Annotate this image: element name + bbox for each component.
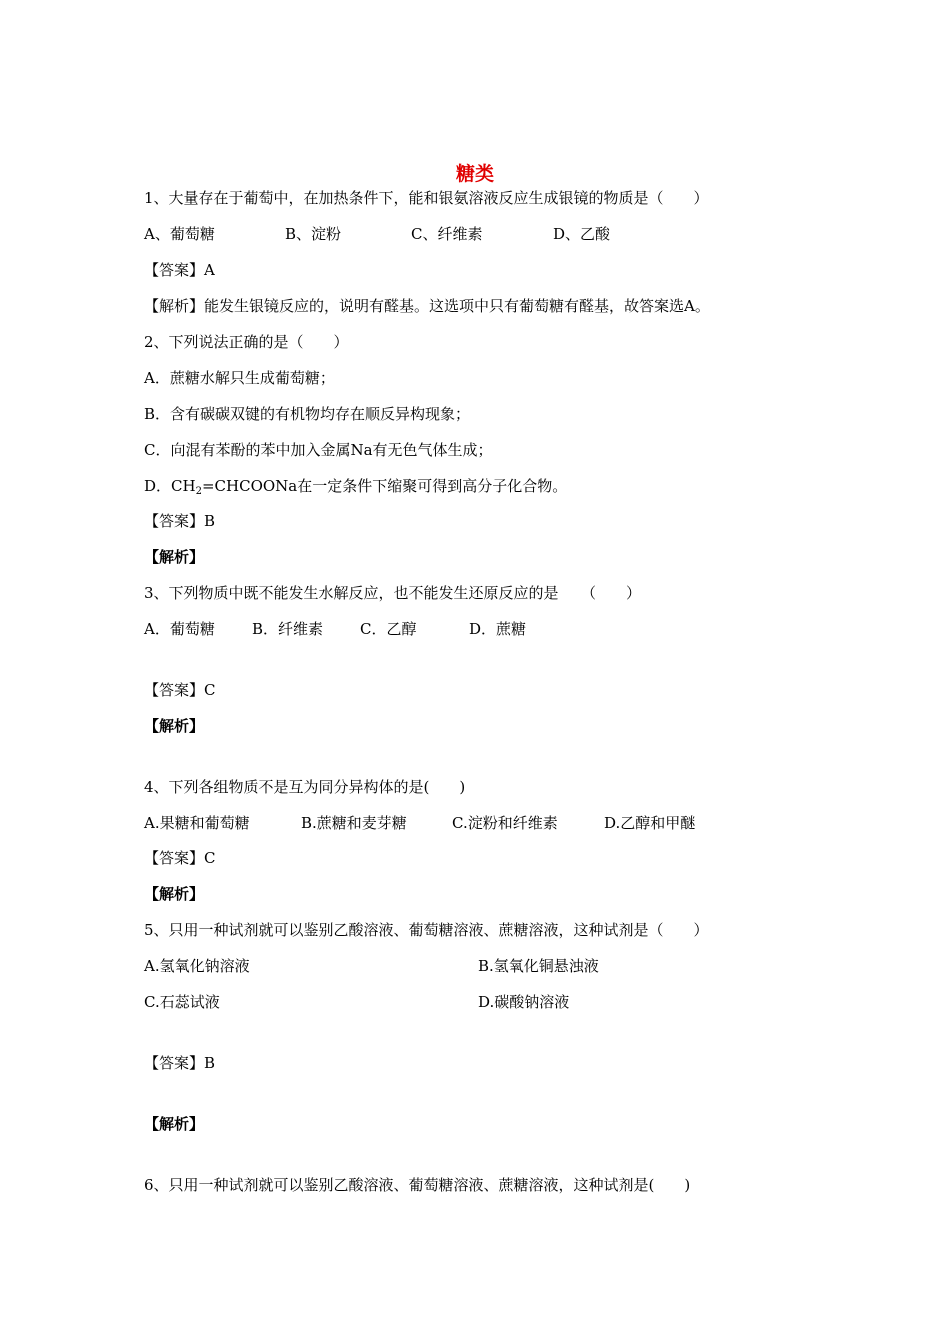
option-a: A.果糖和葡萄糖 bbox=[144, 814, 250, 832]
analysis: 【解析】 bbox=[144, 548, 205, 566]
question-stem: 5、只用一种试剂就可以鉴别乙酸溶液、葡萄糖溶液、蔗糖溶液，这种试剂是（ ） bbox=[144, 921, 709, 939]
option-b: B.氢氧化铜悬浊液 bbox=[478, 957, 599, 975]
question-stem: 1、大量存在于葡萄中，在加热条件下，能和银氨溶液反应生成银镜的物质是（ ） bbox=[144, 189, 709, 207]
option-c: C．向混有苯酚的苯中加入金属Na有无色气体生成； bbox=[144, 441, 493, 459]
page-title: 糖类 bbox=[455, 163, 494, 185]
option-b: B.蔗糖和麦芽糖 bbox=[301, 814, 407, 832]
option-a: A.氢氧化钠溶液 bbox=[144, 957, 250, 975]
option-d: D、乙酸 bbox=[553, 225, 611, 243]
option-c: C.石蕊试液 bbox=[144, 993, 220, 1011]
question-stem: 3、下列物质中既不能发生水解反应，也不能发生还原反应的是 （ ） bbox=[144, 584, 642, 602]
question-stem: 2、下列说法正确的是（ ） bbox=[144, 333, 349, 351]
option-c: C．乙醇 bbox=[360, 620, 417, 638]
subscript: 2 bbox=[195, 486, 202, 497]
option-b: B、淀粉 bbox=[285, 225, 342, 243]
option-c: C、纤维素 bbox=[411, 225, 483, 243]
answer: 【答案】B bbox=[144, 1054, 216, 1072]
option-d bbox=[144, 476, 567, 502]
answer: 【答案】A bbox=[144, 261, 215, 279]
analysis: 【解析】 bbox=[144, 885, 205, 903]
option-c: C.淀粉和纤维素 bbox=[452, 814, 558, 832]
option-d-prefix: D．CH bbox=[144, 477, 196, 495]
option-d: D.碳酸钠溶液 bbox=[478, 993, 570, 1011]
option-b: B．纤维素 bbox=[252, 620, 324, 638]
option-d-rest: =CHCOONa在一定条件下缩聚可得到高分子化合物。 bbox=[201, 477, 568, 495]
analysis: 【解析】 bbox=[144, 717, 205, 735]
answer: 【答案】B bbox=[144, 512, 216, 530]
answer: 【答案】C bbox=[144, 681, 216, 699]
option-d: D．蔗糖 bbox=[469, 620, 527, 638]
option-d: D.乙醇和甲醚 bbox=[604, 814, 696, 832]
question-stem: 6、只用一种试剂就可以鉴别乙酸溶液、葡萄糖溶液、蔗糖溶液，这种试剂是( ) bbox=[144, 1176, 691, 1194]
option-b: B．含有碳碳双键的有机物均存在顺反异构现象； bbox=[144, 405, 471, 423]
analysis: 【解析】 bbox=[144, 1115, 205, 1133]
analysis: 【解析】能发生银镜反应的，说明有醛基。这选项中只有葡萄糖有醛基，故答案选A。 bbox=[144, 297, 710, 315]
option-a: A．葡萄糖 bbox=[144, 620, 215, 638]
option-a: A、葡萄糖 bbox=[144, 225, 215, 243]
question-stem: 4、下列各组物质不是互为同分异构体的是( ) bbox=[144, 778, 466, 796]
answer: 【答案】C bbox=[144, 849, 216, 867]
option-a: A．蔗糖水解只生成葡萄糖； bbox=[144, 369, 335, 387]
